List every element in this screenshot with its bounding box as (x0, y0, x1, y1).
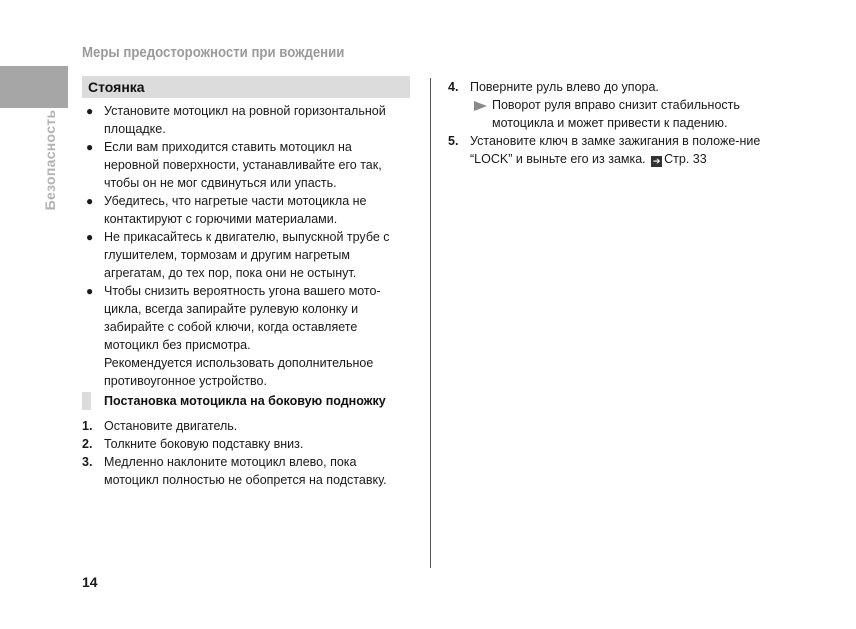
page-reference[interactable]: Стр. 33 (664, 152, 707, 166)
list-item: ● Если вам приходится ставить мотоцикл на неровной поверхности, устанавливайте его так, чтобы он не мог сдвинуться или упасть. (86, 140, 382, 190)
bullet-icon: ● (86, 140, 94, 154)
sidestand-heading: Постановка мотоцикла на боковую подножку (82, 391, 410, 411)
bullet-icon: ● (86, 230, 94, 244)
running-header: Меры предосторожности при вождении (82, 44, 345, 61)
section-tab-marker (0, 66, 68, 108)
list-item: ● Установите мотоцикл на ровной горизонтальной площадке. (86, 104, 386, 136)
parking-heading: Стоянка (82, 76, 410, 98)
antitheft-note: Рекомендуется использовать дополнительное противоугонное устройство. (104, 356, 374, 388)
list-item: 4. Поверните руль влево до упора. Поворот руля вправо снизит стабильность мотоцикла и может привести к падению. (448, 78, 778, 132)
result-arrow-icon (474, 101, 487, 111)
bullet-icon: ● (86, 194, 94, 208)
step-result: Поворот руля вправо снизит стабильность мотоцикла и может привести к падению. (470, 96, 778, 132)
left-column (82, 76, 410, 489)
bullet-icon: ● (86, 284, 94, 298)
sidestand-steps (82, 417, 410, 489)
list-item: 3. Медленно наклоните мотоцикл влево, пока мотоцикл полностью не обопрется на подставку. (82, 455, 387, 487)
list-item: 5. Установите ключ в замке зажигания в положе-ние “LOCK” и выньте его из замка. ➔ Стр. 33 (448, 134, 761, 166)
page-reference-icon: ➔ (652, 156, 661, 166)
heading-marker (82, 392, 91, 410)
right-column (448, 78, 778, 168)
sidestand-steps-continued (448, 78, 778, 168)
list-item: 2. Толкните боковую подставку вниз. (82, 437, 304, 451)
parking-bullet-list (82, 102, 410, 354)
list-item: ● Убедитесь, что нагретые части мотоцикла не контактируют с горючими материалами. (86, 194, 367, 226)
section-label: Безопасность (42, 109, 58, 211)
column-divider (430, 78, 431, 568)
list-item: ● Не прикасайтесь к двигателю, выпускной трубе с глушителем, тормозам и другим нагретым агрегатам, до тех пор, пока они не остынут. (86, 230, 390, 280)
page-number: 14 (82, 574, 98, 590)
list-item: 1. Остановите двигатель. (82, 419, 238, 433)
list-item: ● Чтобы снизить вероятность угона вашего мото-цикла, всегда запирайте рулевую колонку и забирайте с собой ключи, когда оставляете мотоцикл без присмотра. (86, 284, 381, 352)
bullet-icon: ● (86, 104, 94, 118)
